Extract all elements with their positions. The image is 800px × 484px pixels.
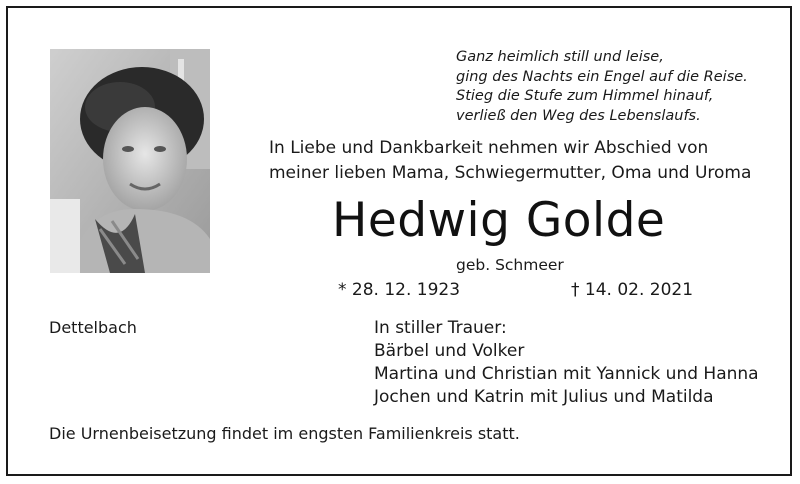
- obituary-card: [6, 6, 792, 476]
- mourner-line: Martina und Christian mit Yannick und Hanna: [374, 364, 759, 384]
- mourners-heading: In stiller Trauer:: [374, 318, 507, 338]
- intro-line: In Liebe und Dankbarkeit nehmen wir Abschied von: [269, 138, 709, 158]
- burial-notice: Die Urnenbeisetzung findet im engsten Familienkreis statt.: [49, 424, 520, 443]
- maiden-name: geb. Schmeer: [456, 256, 564, 274]
- portrait-photo: [50, 49, 210, 273]
- birth-date: * 28. 12. 1923: [338, 280, 461, 300]
- poem: [456, 48, 748, 126]
- intro-text: [269, 136, 751, 186]
- portrait-photo-image: [50, 49, 210, 273]
- poem-line: verließ den Weg des Lebenslaufs.: [456, 107, 701, 124]
- deceased-name: Hedwig Golde: [332, 193, 666, 248]
- intro-line: meiner lieben Mama, Schwiegermutter, Oma und Uroma: [269, 163, 752, 183]
- poem-line: Stieg die Stufe zum Himmel hinauf,: [456, 88, 714, 104]
- mourner-line: Bärbel und Volker: [374, 341, 525, 361]
- mourners-list: [374, 317, 759, 409]
- place-name: Dettelbach: [49, 318, 137, 337]
- death-date: † 14. 02. 2021: [571, 280, 694, 300]
- poem-line: ging des Nachts ein Engel auf die Reise.: [456, 68, 748, 85]
- mourner-line: Jochen und Katrin mit Julius und Matilda: [374, 387, 714, 407]
- poem-line: Ganz heimlich still und leise,: [456, 49, 664, 65]
